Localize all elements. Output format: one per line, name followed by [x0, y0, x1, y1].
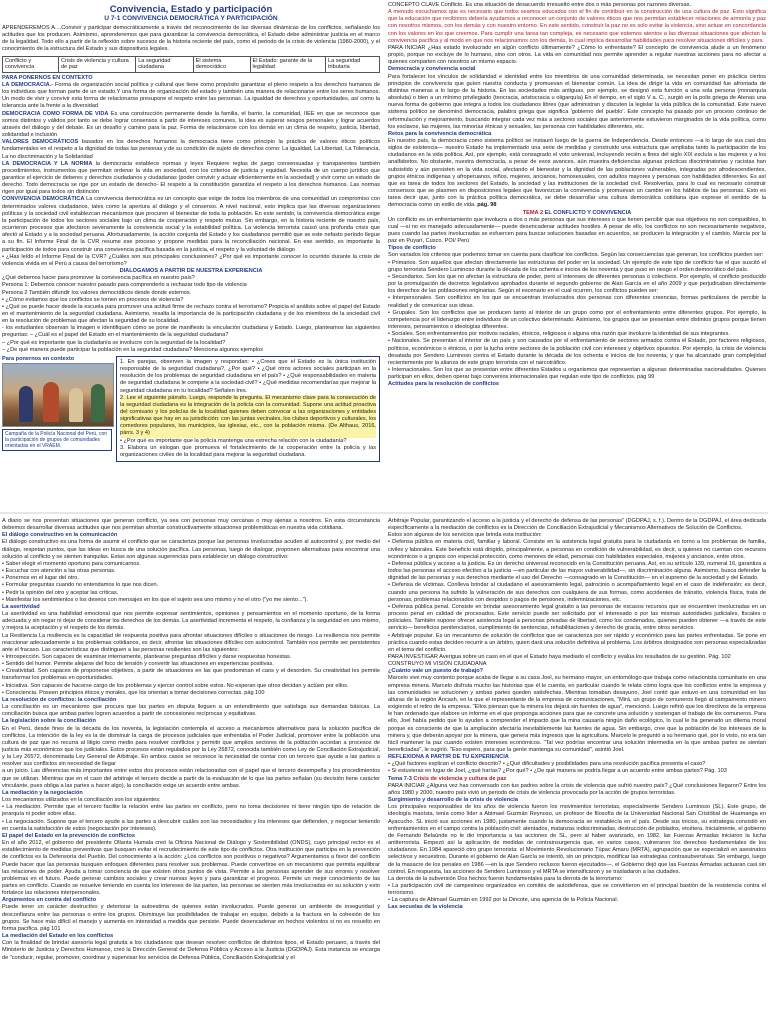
dialog-item: - los estudiantes observan la imagen e identifiquen cómo se pone de manifiesto la vinculación ciudadana y Estado. Luego, planteamos las siguientes preguntas: – ¿Cuál es el papel del Estado en el mantenimiento de la seguridad ciudadana?	[2, 325, 380, 339]
theme-label: Tema 7-3	[388, 775, 412, 782]
paragraph-text: En el año 2012, el gobierno del presidente Ollanta Humala creó la Oficina Nacional de Diálogo y Sostenibilidad (ONDS), cuyo principal rector es el establecimiento de medidas preventivas que busquen evitar el recrudecimiento de este tipo de conflictos. Otra institución que participa en la prevención de conflictos es la Defensoría del Pueblo. Del conocimiento a la acción: ¿Los conflictos son positivos o negativos? Argumentamos a favor del conflicto Puede hacer que las personas busquen enfoques diferentes para resolver sus problemas. Puede convertirse en un mecanismo que permita equilibrar las relaciones de poder. Ayuda a tomar conciencia de que existen otros puntos de vista. Permite a las personas aprender de sus errores y resolver problemas en el futuro. Puede generar cambios sociales y crear nuevas leyes y para garantizar el progreso. Permite un mejor conocimiento de las partes en conflicto. Cuando se resuelve teniendo en cuenta los intereses de las partes, las personas se sienten más involucradas en su solución y esto fortalece las relaciones interpersonales.	[2, 840, 380, 897]
list-item: • La participación civil de campesinos organizados en comités de autodefensa, que se convirtieron en el principal bastión de la resistencia contra el terrorismo.	[388, 882, 766, 897]
page-title: Convivencia, Estado y participación	[109, 4, 273, 15]
list-item: • Defensa de víctimas. Conlleva brindar al ciudadano el asesoramiento legal, patrocinio o acompañamiento legal en el caso de indefensión; es decir, cuando una persona ha sufrido la vulneración de sus derechos con cualquiera de sus formas, como accidentes de tránsito, violencia física, trata de personas, problemas relacionados con despidos o pagos de pensiones, indemnizaciones, etc.	[388, 582, 766, 603]
paragraph-text: Arbitraje Popular, garantizando el acceso a la justicia y el derecho de defensa de las personas" (DGDPAJ, s. f.). Dentro de la DGDPAJ, el área dedicada específicamente a la mediación de conflictos es la Dirección de Conciliación Extrajudicial y Mecanismos Alternativos de Solución de Conflictos.	[388, 518, 766, 532]
paragraph-text: Son variados los criterios que podemos tomar en cuenta para clasificar los conflictos. Según las consecuencias que generan, los conflictos pueden ser:	[388, 252, 764, 259]
keyword: LA DEMOCRACIA Y LA NORMA	[2, 160, 93, 167]
paragraph-text: La Resiliencia La resiliencia es la capacidad de respuesta positiva para afrontar situaciones difíciles o situaciones de riesgo. La resiliencia nos permite reaccionar adecuadamente a los problemas cotidianos, es decir, afrontar las situaciones difíciles con autocontrol. También nos permite ser persistentes ante el fracaso. Las características que distinguen a las personas resilientes son las siguientes:	[2, 632, 380, 653]
theme-heading	[388, 210, 766, 217]
section-heading: Democracia y convivencia social	[388, 66, 476, 73]
activity-item: 3. Elabora un eslogan que promueva el fortalecimiento de la cooperación entre la policía y las organizaciones civiles de la localidad para mejorar la seguridad ciudadana.	[120, 444, 376, 458]
page-3-column	[2, 518, 380, 1022]
figure-shape	[91, 384, 105, 422]
list-item: • La captura de Abimael Guzmán en 1992 por la Dincote, una agencia de la Policía Nacional.	[388, 897, 619, 904]
keyword: VALORES DEMOCRÁTICOS	[2, 139, 79, 146]
section-heading: Surgimiento y desarrollo de la crisis de violencia	[388, 797, 518, 804]
list-item: • Defensa pública penal. Consiste en brindar asesoramiento legal gratuito a las personas de escasos recursos que se encuentren involucradas en un proceso penal en calidad de procesados. Este servicio puede ser solicitado por el interesado o por las mismas autoridades judiciales, fiscales o policiales. También supone ofrecer asistencia legal a personas privadas de libertad, como los condenados, quienes pueden obtener —a través de este servicio— beneficios penitenciarios, cumplimiento de sentencias, rehabilitaciones y derecho de gracia, entre otros servicios.	[388, 603, 766, 632]
section-heading: Tipos de conflicto	[388, 245, 436, 252]
keyword: DEMOCRACIA COMO FORMA DE VIDA	[2, 110, 109, 117]
activity-item: 1. En parejas, observen la imagen y respondan: • ¿Crees que el Estado es la única institución responsable de la seguridad ciudadana?, ¿Por qué? • ¿Qué otros actores sociales participan en la resolución de los problemas de seguridad ciudadana en el país? • ¿Qué responsabilidades en materia de seguridad ciudadana le compete a la sociedad civil? • ¿Qué medidas recomendarías que mejorar la seguridad ciudadana en tu localidad? Señalen tres.	[120, 358, 376, 394]
list-item: • Sociales. Son enfrentamientos por motivos raciales, étnicos, religiosos o alguna otra razón que involucre la identidad de sus integrantes.	[388, 331, 730, 338]
keyword: LA DEMOCRACIA.-	[2, 81, 54, 88]
paragraph-text: La convivencia democrática es un concepto que exige de todos los miembros de una comunidad un compromiso con determinados valores ciudadanos, tales como la apertura al diálogo y el consenso. A nivel nacional, esto implica que las diversas organizaciones políticas y la sociedad civil establezcan mecanismos que procuren el bienestar de toda la población. En este sentido, la convivencia democrática exige la participación de todos los sectores sociales bajo un clima de cooperación y respeto mutuo. Sin embargo, en la historia reciente de nuestro país, ocurrieron procesos que afectaron severamente la convivencia social y la estabilidad política. La violencia terrorista causó una profunda crisis que afectó al Estado y a la sociedad peruana. Afortunadamente, la acción conjunta del Estado y los ciudadanos permitió que se este nefasto período llegue a su fin. El Informe Final de la CVR resume ese proceso y propone medidas para la reconciliación nacional. En ese sentido, es importante la participación de todos para construir una convivencia pacífica basada en la justicia, el respeto y la voluntad de diálogo	[2, 196, 380, 253]
unit-title: U 7-1 CONVIVENCIA DEMOCRÁTICA Y PARTICIPACIÓN	[104, 15, 278, 22]
list-item: • Defensa pública en materia civil, familiar y laboral. Consiste en la asistencia legal gratuita para la ciudadanía en torno a los problemas de familia, civiles y laborales. Este beneficio está dirigido, principalmente, a personas en condición de vulnerabilidad, es decir, a quienes no cuentan con recursos económicos o a grupos con especial protección, como menores de edad, personas con habilidades especiales, mujeres y ancianos, entre otros.	[388, 539, 766, 560]
list-item: • Sentido del humor. Permite alejarse del foco de tensión y convertir las situaciones en experiencias positivas.	[2, 661, 274, 668]
section-heading: CONSTRUYO MI VISIÓN CIUDADANA	[388, 661, 487, 668]
theme-title: EL CONFLICTO Y CONVIVENCIA	[544, 209, 632, 216]
dialog-item: – ¿Por qué es importante que la ciudadanía se involucre con la seguridad de la localidad?	[2, 339, 226, 346]
paragraph-text: basados en los derechos humanos la democracia tiene como principio la práctica de valores éticos políticos fundamentales en el respeto a la dignidad de todas las personas y de su condición de sujeto de derechos como: La igualdad, La Libertad, La Tolerancia, La no discriminación y la Solidaridad	[2, 139, 380, 160]
figure-shape	[19, 386, 33, 422]
activity-item: 2. Lee el siguiente párrafo. Luego, responde la pregunta. El mecanismo clave para la consecución de la seguridad ciudadana es la integración de la policía con la comunidad. Supone una actitud proactiva del comisario y los policías de la localidad quienes deben convocar a las organizaciones y entidades significativas que hay en su jurisdicción: con las juntas vecinales, los clubes deportivos y culturales, los comedores populares, los municipios, las iglesias, etc., con la población misma. (De Althaus, 2016, párrs. 3 y 4)	[120, 394, 376, 437]
section-heading: El papel del Estado en la prevención de conflictos	[2, 832, 136, 839]
case-story: Marcelo vive muy contento porque acaba de llegar a su casa Joel, su hermano mayor, un entomólogo que trabaja como relacionista comunitario en una empresa minera. Marcelo disfruta mucho las historias que él le cuenta, en particular cuando le relata cómo logra que los conflictos entre la empresa y las comunidades se solucionen y ambas partes queden satisfechas. Mientras tomaban desayuno, Joel contó que estuvo en una comunidad en las alturas de la región Áncash, en la que el representante de la empresa de comunicaciones, "Mirá, un grupo de comuneros llegó al campamento minero exigiendo el retiro de la empresa. "Ellos piensan que la minera los dejará sin fuentes de agua", mencionó. Luego refirió que los directivos de la empresa le han ordenado que elabore un informe en el que proponga acciones para que se concrete una solución y sostengan el trabajo de los comuneros. Para ello, Joel había pedido que lo ayuden a comprender el impacto que la mina causaría ningún daño ecológico, lo cual le ha generado un dilema moral porque es consciente de que la ampliación afectaría inevitablemente las fuentes de agua. Sin embargo, cree que la población de los intereses de la minera y, que deberán apoyar por la minera, que genera más ingresos que la agricultura. Marcelo le preguntó a su hermano qué, por lo visto, no era tan fácil mantener la paz cuando existen intereses económicos. "Tal vez podrías encontrar una solución intermedia en la que ambas partes se sientan beneficiadas", le sugirió. "Eso espero, para que la gente mantenga su comunidad", asintió Joel.	[388, 675, 766, 753]
section-heading: PARA PONERNOS EN CONTEXTO	[2, 74, 93, 81]
list-item: • Creatividad. Son capaces de proponerse objetivos, a partir de situaciones en las que predominan el caos y el desorden. Su creatividad les permite transformar los problemas en oportunidades.	[2, 668, 380, 682]
dialog-item: • ¿Cómo evitamos que los conflictos se tornen en procesos de violencia?	[2, 296, 184, 303]
list-item: • Secundarios. Son los que no afectan la estructura de poder, pero sí intereses de diferentes personas o colectivos. Por ejemplo, el conflicto producido por la promulgación de decretos legislativos aprobados durante el segundo gobierno de Alan García en el año 2009 y que perjudicaban directamente los derechos de las poblaciones originarias. Según el escenario en el cual ocurren, los conflictos pueden ser:	[388, 273, 766, 295]
list-item: • Arbitraje popular. Es un mecanismo de solución de conflictos que se caracteriza por ser rápido y económico para las partes enfrentadas. Se pone en práctica cuando estas deciden recurrir a un árbitro, quien dará una solución definitiva al problema. Los árbitros designados son personas especializadas en el tema del conflicto.	[388, 632, 766, 653]
paragraph-text: Un conflicto es un enfrentamiento que involucra a dos o más personas que sus intereses o que tienen percibir que sus objetivos no son compatibles, lo cual —si no es manejado adecuadamente— puede desencadenar actitudes hostiles. A pesar de ello, los conflictos no son necesariamente negativos, pues cuando las partes involucradas se esfuercen para buscar soluciones basadas en acuerdos, se producen la integración y el cambio. Marcia por la paz en Puyarí, Cusco. POI/ Perú	[388, 216, 766, 245]
list-item: • Formular preguntas cuando no entendamos lo que nos dicen.	[2, 582, 159, 589]
paragraph-text: a un juicio. Las diferencias más importantes entre estos dos procesos están relacionadas con el papel que el tercero desempeña y los procedimientos que se utilizan. Mientras que en el caso del arbitraje el tercero decide a partir de la evaluación de lo que las partes señalan (su decisión tiene carácter vinculante, pues obliga a las partes a hacer algo), la conciliación exige un acuerdo entre ambas.	[2, 768, 380, 789]
topic-cell: La seguridad tributaria	[325, 56, 379, 72]
paragraph-forma-vida	[2, 111, 380, 140]
topic-cell: El sistema democrático	[193, 56, 250, 72]
photo-block	[2, 356, 112, 462]
page-separator	[0, 512, 768, 514]
topic-cell: Crisis de violencia y cultura de paz	[58, 56, 135, 72]
paragraph-text: Es una construcción permanente desde la familia, el barrio, la comunidad, IIEE en que se reconoce que somos distintos y válidos por tanto se debe lograr consensos a partir de intereses comunes, la idea es superar sesgos personales y lograr acuerdos através del diálogo y del debate. Es un desafío y camino para la paz. Forma de relacionarse con los demás en un clima de respeto, justicia, libertad, solidaridad e inclusión	[2, 110, 380, 139]
list-item: • Pedir la opinión del otro y aceptar las críticas.	[2, 589, 119, 596]
list-item: • Internacionales. Son los que se presentan entre diferentes Estados u organismos que representan a algunas determinadas nacionalidades. Quienes participan en ellos, deben operar bajo convenios internacionales que regulan este tipo de conflictos. pág 99	[388, 366, 766, 381]
list-item: • Saber elegir el momento oportuno para comunicarnos.	[2, 560, 141, 567]
dialog-item: – ¿De qué manera puede participar la población en la seguridad ciudadana? Menciona algunos ejemplos	[2, 346, 263, 353]
police-campaign-photo	[2, 363, 114, 427]
section-heading: Las secuelas de la violencia	[388, 904, 463, 911]
paragraph-text: la democracia establece normas y leyes Requiere reglas de juego consensuadas y transparentes también procedimientos, instrumentos que permitan ordenar la vida en sociedad, con los criterios de justicia y equidad. Necesita de un cuerpo jurídico que garantice el ejercicio de deberes y derechos ciudadanos y ciudadanas (poder convivir y actuar eficientemente en la sociedad) y vivir como un estado de derecho. Todo democracia se rige por un estado de derecho- El respeto a la constitución garantiza el respeto a los derechos humanos. Las normas rigen por igual para todos sin distinción	[2, 160, 380, 196]
section-heading: La mediación y la negociación	[2, 789, 83, 796]
theme-heading	[388, 776, 766, 783]
start-paragraph: PARA INICIAR ¿Has estado involucrado en algún conflicto últimamente? ¿Cómo lo enfrentaste? El concepto de convivencia alude a un fenómeno propio, porque no excluye de lo humano, sino con otros. La vida en comunidad nos permite aprender a regular nuestras acciones para no afectar a quienes comparten con nosotros un mismo espacio.	[388, 44, 766, 66]
photo-caption: Campaña de la Policía Nacional del Perú, con la participación de grupos de comunidades orientadas en el VRAEM.	[2, 429, 112, 451]
topic-cell: El Estado: garante de la legalidad	[250, 56, 325, 72]
key-concept: CONCEPTO CLAVE Conflicto. Es una situación de desacuerdo irresuelto entre dos o más personas por razones diversas.	[388, 2, 691, 8]
paragraph-text: Forma de organización social política y cultural que tiene como propósito garantizar el pleno respeto a los derechos humanos de los individuos que forman parte de un estado.Y una forma de organización del estado y también una manera de relacionarse entre los seres humanos. Un modo de vivir y convivir esta forma de relacionarse presupone el respeto entre las personas. La igualdad de derechos y oportunidades, así como la tolerancia ante la frente a la diversidad	[2, 81, 380, 110]
context-label: Para ponernos en contexto	[2, 355, 75, 362]
paragraph-democracia	[2, 82, 380, 111]
paragraph-text: Estos son algunos de los servicios que brinda esta institución:	[388, 532, 542, 539]
theme-title: Crisis de violencia y cultura de paz	[413, 775, 507, 782]
figure-shape	[69, 388, 83, 422]
section-heading: La resolución de conflictos: la conciliación	[2, 696, 117, 703]
list-item: • Primarios. Son aquellos que afectan directamente las estructuras del poder en la sociedad. Un ejemplo de este tipo de conflicto fue el que suscitó el grupo terrorista Sendero Luminoso durante la década de los ochenta e inicios de los noventa y que puso en riesgo el orden democrático del país.	[388, 259, 766, 273]
activity-box	[116, 356, 380, 462]
section-heading: Argumentos en contra del conflicto	[2, 897, 97, 904]
page-1-column	[2, 2, 380, 510]
dialog-heading: DIALOGAMOS A PARTIR DE NUESTRA EXPERIENCIA	[119, 268, 263, 275]
list-item: • La negociación. Supone que el tercero ayude a las partes a descubrir cuáles son las necesidades y los intereses que defienden, y negociar teniendo en cuenta la satisfacción de estos (negociación por intereses).	[2, 818, 380, 832]
intro-paragraph: A menudo escuchamos que es necesario que todos seamos educados con el fin de contribuir en la construcción de una cultura de paz. Esto significa que la educación que recibimos debería ayudarnos a reconocer un conjunto de valores éticos que nos permitan establecer relaciones de armonía y paz con nosotros mismos, con los demás y con nuestro entorno. En este sentido, construir la paz no es solo evitar la violencia, sino actuar en concordancia con los valores en los que creemos. Para cumplir una tarea tan compleja, es necesario que estemos atentos a las diversas situaciones que afectan la convivencia pacífica y al modo en que nos relacionamos con los demás, lo cual implica desarrollar habilidades para resolver situaciones difíciles y para	[388, 9, 766, 44]
paragraph-valores	[2, 139, 380, 160]
paragraph-text: Los principales responsables de los años de violencia fueron los movimientos terroristas, especialmente Sendero Luminoso (SL). Este grupo, de ideología maoísta, tenía como líder a Abimael Guzmán Reynoso, un profesor de filosofía de la Universidad Nacional San Cristóbal de Huamanga en Ayacucho. SL inició sus acciones en 1980, justamente cuando la democracia se restablecía en el país. Desde sus inicios, su estrategia consistió en enfrentamientos en el campo contra la población civil: atentados, matanzas indiscriminadas, destrucción de poblados, etcétera. Inicialmente, el gobierno de Fernando Belaúnde no le dio importancia a las acciones de SL, pero al haber avanzado, en 1982, las Fuerzas Armadas iniciaron la lucha antiterrorista. Empezó así la aplicación de medidas de contrainsurgencia que, en varios casos, vulneraron los derechos fundamentales de los ciudadanos. En 1984 apareció otro grupo terrorista: el Movimiento Revolucionario Túpac Amaru (MRTA), agrupación que se especializó en asesinatos selectivos y secuestros. Durante el gobierno de Alan García se intentó, sin un principio, modificar las estrategias contrasubversivas. Sin embargo, luego de la masacre de los penales en 1986 —en la que Sendero reclusos fueron ejecutados—, el Gobierno dejó que las Fuerzas Armadas actuaran casi sin control. En respuesta, las acciones de Sendero Luminoso y el MRTA se intensificaron y se trasladaron a las ciudades.	[388, 804, 766, 875]
topics-table	[2, 56, 380, 73]
paragraph-text: En el Perú, desde fines de la década de los noventa, la legislación contempla el acceso a mecanismos alternativos para la solución pacífica de conflictos. La intención de la ley es la de disminuir la carga de procesos judiciales que enfrentaba el Poder Judicial, promover entre la población una cultura de paz que no recurra al litigio como medio para resolver conflictos y permitir que amplios sectores de la población accedan a procesos de justicia más económicos que los judiciales. Estos procesos están regulados por la Ley 26872, conocida también como Ley de Conciliación Extrajudicial, y la Ley 26572, denominada Ley General de Arbitraje. En ambos casos se reconoce la necesidad de contar con un tercero que ayude a las partes a resolver sus conflictos sin necesidad de llegar	[2, 725, 380, 768]
paragraph-text: La conciliación es un mecanismo que procura que las partes en disputa lleguen a un entendimiento que satisfaga sus demandas básicas. La conciliación busca que ambas partes logren acuerdos a partir de concesiones recíprocas y equitativas.	[2, 704, 380, 718]
paragraph-text: Puede tener un carácter destructivo y deteriorar la autoestima de quienes están involucrados. Puede generar un ambiente de inseguridad y desconfianza entre las personas o entre los grupos. Disminuye las posibilidades de trabajar en equipo, debido a la fractura en la cohesión de los grupos. Se hace más difícil el manejo y aumenta en intensidad a medida que persiste. Puede desencadenar en hechos violentos si no es resuelto en forma pacífica. pág 101	[2, 904, 380, 932]
list-item: • Defensa pública y acceso a la justicia. Es un derecho universal reconocido en la Constitución peruana. Así, en su artículo 139, numeral 16, garantiza a todos las personas el acceso efectivo a la justicia —en particular de las mayor vulnerabilidad—, sin discriminación alguna. Asimismo, busca defender la dignidad de las personas y sus derechos mediante el uso del Derecho —consagrado en la Constitución— en el supremo de la sociedad y del Estado.	[388, 560, 766, 582]
paragraph-text: Los mecanismos utilizados en la conciliación son los siguientes:	[2, 797, 161, 804]
list-item: • Interpersonales. Son conflictos en los que se encuentran involucrados dos personas con diferentes creencias, formas particulares de percibir la realidad y de comunicar sus ideas.	[388, 295, 766, 309]
intro-paragraph: APRENDEREMOS A....Convivir y participar democráticamente a través del reconocimiento de las diversas dinámicas de los conflictos, señalando los actitudes que los producen. Asimismo, aprenderemos que para garantizar la convivencia democrática, el Estado debe administrar justicia en el marco de la legalidad. Todo ello a partir de la reflexión sobre sucesos de la historia reciente del país, como el periodo de la crisis de violencia (1980-2000), y el conocimiento de la estructura del Estado y sus dispositivos legales.	[2, 25, 380, 53]
topic-cell: Conflicto y convivencia	[3, 56, 59, 72]
list-item: • Manifestar los sentimientos o los deseos con mensajes en los que el sujeto sea uno mismo y no el otro ("yo me siento...").	[2, 596, 308, 603]
dialog-item: Persona 1: Debemos conocer nuestro pasado para comprenderlo a rechazar todo tipo de violencia	[2, 282, 247, 289]
questions-paragraph: • ¿Has leído el Informe Final de la CVR? ¿Cuáles son sus principales conclusiones? ¿Por qué es importante conocer lo ocurrido durante la crisis de violencia vivida en el Perú a causa del terrorismo?	[2, 253, 380, 267]
section-heading: La legislación sobre la conciliación	[2, 718, 96, 725]
activity-item: • ¿Por qué es importante que la policía mantenga una estrecha relación con la ciudadanía?	[120, 437, 347, 444]
keyword: CONVIVENCIA DEMOCRÁTICA	[2, 196, 85, 203]
list-item: • La mediación. Permite que el tercero facilite la relación entre las partes en conflicto, pero no toma decisiones ni tiene ningún tipo de relación de jerarquía ni poder sobre ellas.	[2, 804, 380, 818]
list-item: • Consciencia. Poseen principios éticos y morales, que los orientan a tomar decisiones correctas. pág 100	[2, 689, 265, 696]
paragraph-body: En nuestro país, la democracia como sistema político se instauró luego de la guerra de Independencia. Desde entonces —a lo largo de sus casi dos siglos de existencia— nuestro Estado ha implementado una serie de medidas y construido una estructura que ampliaba tanto la participación de los ciudadanos en la vida política. Así, por ejemplo, está consagrado el voto universal, incluyendo recién a fines del siglo XIX excluía a las mujeres y a los analfabetos. No obstante, nuestra democracia, a pesar de esos avances, aún muestra deficiencias algunas prácticas discriminatorias y racistas han subsistido y aún persisten en la vida social, afectando el bienestar y la dignidad de las poblaciones vulnerables, integradas por afrodescendientes, grupos étnicos indígenas y afroperuanos, niños, mujeres, ancianos, homosexuales, con adultos mayores y personas con habilidades diferentes. Es así que es tarea de todos los sectores del Estado, la sociedad y las instituciones de la sociedad civil. Resolverlas, para lo cual es necesario construir consensos que se plasmen en disposiciones legales que favorezcan la convivencia y promuevan un cambio en los hábitos de las personas. Esto es tarea decir que, junto con la práctica política democrática, se debe desarrollar una cultura democrática cotidiana que exprese el sentido de la democracia como un estilo de vida.	[388, 137, 766, 209]
list-item: • Si estuvieras en lugar de Joel, ¿qué harías? ¿Por qué? • ¿De qué manera se podría llegar a un acuerdo entre ambas partes? Pág. 103	[388, 768, 727, 775]
figure-shape	[43, 382, 59, 422]
context-activity	[2, 356, 380, 462]
paragraph-norma	[2, 161, 380, 197]
section-heading: La mediación del Estado en los conflictos	[2, 933, 114, 940]
dialog-item: • ¿Qué se puede hacer desde la escuela para promover una actitud firme de rechazo contra el terrorismo? Propicia el análisis sobre el papel del Estado en el mantenimiento de la seguridad ciudadana. Asimismo, resalta la importancia de la participación ciudadana y de los miembros de la sociedad civil en la resolución de problemas que afectan la seguridad de su localidad.	[2, 303, 380, 325]
paragraph-text: El diálogo constructivo es una forma de asumir el conflicto que se caracteriza porque las personas involucradas acuden al autocontrol y, por medio del diálogo, respetan puntos, que las ideas en busca de una solución pacífica. Las personas, luego de dialogar, proponen alternativas para encontrar una solución al conflicto y se sienten tranquilas. Estas son algunas sugerencias para establecer un diálogo constructivo:	[2, 539, 380, 560]
page-4-column	[388, 518, 766, 1022]
paragraph-text: La derrota de la subversión Dos hechos fueron fundamentales para la derrota de la terrorismo:	[388, 875, 623, 882]
list-item: • Grupales. Son los conflictos que se producen tanto al interior de un grupo como por el enfrentamiento entre diferentes grupos. Por ejemplo, la competencia por el liderazgo entre individuos de un colectivo determinado. Asimismo, los grupos que se presentan entre distintos grupos porque tienen intereses, pensamientos o ideologías diferentes.	[388, 309, 766, 331]
page-number: pág. 98	[477, 202, 497, 209]
start-paragraph: PARA INICIAR ¿Alguna vez has conversado con tus padres sobre la crisis de violencia que sufrió nuestro país? ¿Qué conclusiones llegaron? Entre los años 1980 y 2000, nuestro país vivió un periodo de crisis de violencia provocada por la acción de grupos terroristas.	[388, 782, 766, 796]
list-item: • Nacionales. Se presentan al interior de un país y son causados por el enfrentamiento de sectores armados contra el Estado, por factores religiosos, políticos, económicos o étnicos, o por la lucha entre sectores de la población civil con intereses y objetivos opuestos. Por ejemplo, la crisis de violencia desatada por Sendero Luminoso contra el Estado durante la década de los ochenta e inicios de los noventa, y que ha alcanzado gran complejidad recientemente por la alianza de este grupo terrorista con el narcotráfico.	[388, 338, 766, 366]
paragraph-text	[388, 138, 766, 210]
section-heading: La asertividad	[2, 603, 40, 610]
intro-paragraph: A diario se nos presentan situaciones que generan conflicto, ya sea con personas muy cercanas o muy ajenas a nosotros. En esta circunstancia debemos desarrollar diversas actitudes que nos permitan afrontar constructivamente situaciones problemáticas en nuestra vida cotidiana.	[2, 518, 380, 532]
list-item: • Ponernos en el lugar del otro.	[2, 575, 79, 582]
list-item: • Escuchar con atención a las otras personas.	[2, 568, 116, 575]
paragraph-text: Con la finalidad de brindar asesoría legal gratuita a los ciudadanos que desean resolver conflictos de distintos tipos, el Estado peruano, a través del Ministerio de Justicia y Derechos Humanos, creó la Dirección General de Defensa Pública y Acceso a la Justicia (DGDPAJ). Esta instancia se encarga de "conducir, regular, promover, coordinar y supervisar los servicios de Defensa Pública, Conciliación Extrajudicial y el	[2, 940, 380, 961]
page-2-column	[388, 2, 766, 510]
case-title: ¿Cuánto vale un puesto de trabajo?	[388, 668, 484, 675]
paragraph-text: La asertividad es una habilidad emocional que nos permite expresar sentimientos, opiniones y pensamientos en el momento oportuno, de la forma adecuada y sin negar ni dejar de considerar los derechos de los demás. La asertividad incrementa el respeto, la confianza y la seguridad en uno mismo, y mejora la aceptación y el respeto de los demás.	[2, 611, 380, 632]
topic-cell: La seguridad ciudadana	[136, 56, 193, 72]
dialog-item: Persona 2 También difundir los valores democráticos desde donde estemos.	[2, 289, 192, 296]
theme-label: TEMA 2	[522, 209, 544, 216]
paragraph-text: Para fortalecer los vínculos de solidaridad e identidad entre los miembros de una comunidad determinada, se necesitan poner en práctica ciertos principios de convivencia que guíen nuestra conducta y promuevan el bienestar común. La idea de dirigir la vida en comunidad fue afrontada de distintas maneras a lo largo de la historia. En las sociedades más antiguas, por ejemplo, se designó esta función a una sola persona (monarquía absoluta) o bien a un mínimo privilegiado (teocracia, aristocracia u oligarquía) En el tiempo, en el siglo V a. C., surgió en la polis griega de Atenas una nueva forma de gobierno que integra a todos los ciudadanos libres (que administran y discuten la legislar la vida pública de la comunidad. Este nuevo sistema político se denominó democracia, palabra griega que significa 'gobierno del pueblo'. Este concepto ha pasado por un proceso continuo de reformulación y mejoramiento, buscando integrar cada vez más a sectores sociales que anteriormente estuvieron marginados de la vida política, como los esclavos, las mujeres, las minorías étnicas y sexuales, las personas con habilidades diferentes, etc.	[388, 73, 766, 130]
investigate-paragraph: PARA INVESTIGAR Averigua sobre un caso en el que el Estado haya mediado el conflicto y evalúa los resultados de su gestión. Pág. 102	[388, 653, 731, 660]
section-heading: El diálogo constructivo en la comunicación	[2, 532, 118, 539]
list-item: • Iniciativa. Son capaces de hacerse cargo de los problemas y ejercer control sobre estos. No esperan que otros decidan y actúen por ellos.	[2, 682, 349, 689]
list-item: • ¿Qué factores explican el conflicto descrito? • ¿Qué dificultades y posibilidades para una resolución pacífica presenta el caso?	[388, 761, 706, 768]
dialog-item: ¿Qué debemos hacer para promover la convivencia pacífica en nuestro país?	[2, 275, 195, 282]
paragraph-convivencia	[2, 196, 380, 253]
section-heading: Retos para la convivencia democrática	[388, 130, 492, 137]
section-heading: Actitudes para la resolución de conflictos	[388, 381, 499, 388]
list-item: • Introspección. Son capaces de examinar internamente, plantearse preguntas difíciles y darse respuestas honestas.	[2, 653, 292, 660]
section-heading: REFLEXIONA A PARTIR DE TU EXPERIENCIA	[388, 754, 509, 761]
